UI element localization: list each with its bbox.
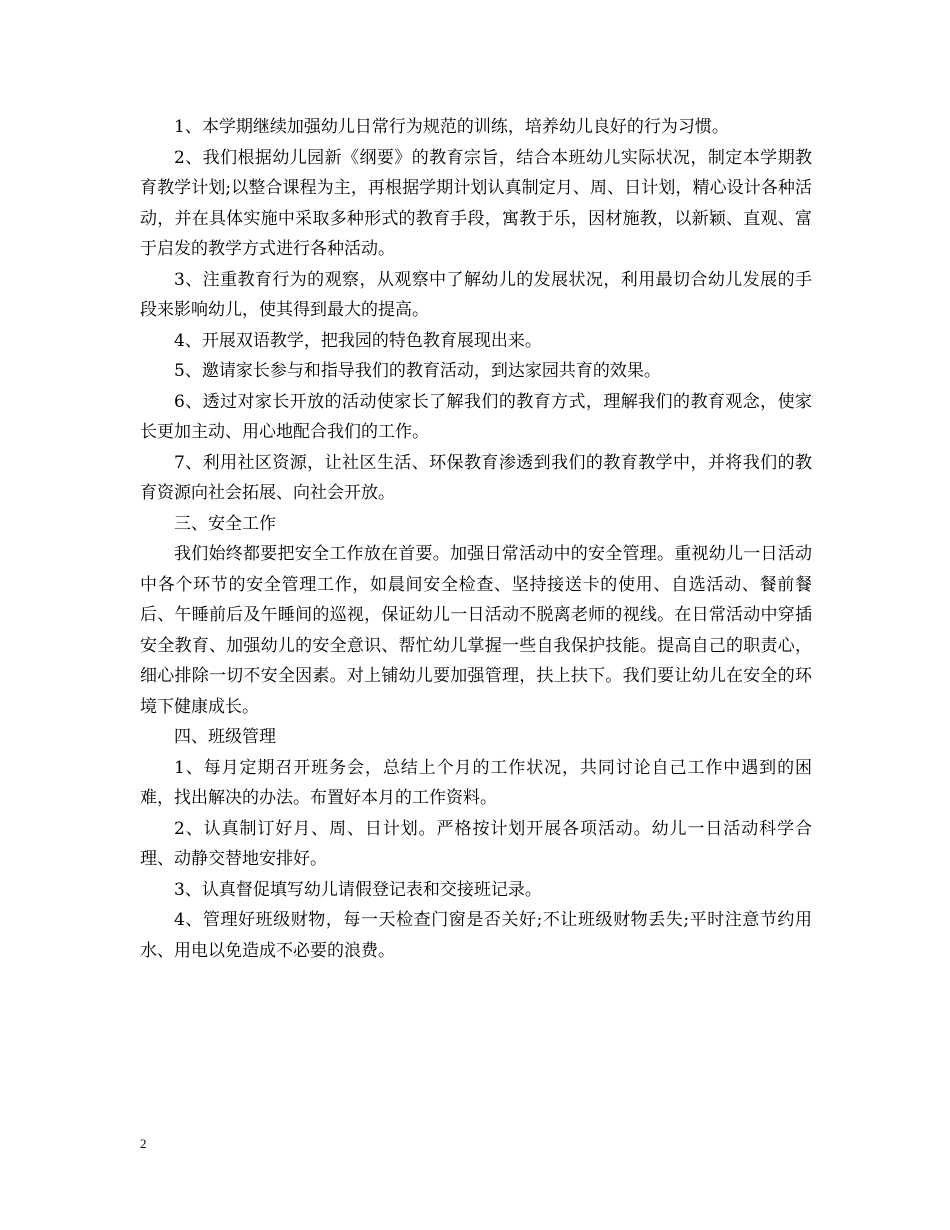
paragraph-management-2: 2、认真制订好月、周、日计划。严格按计划开展各项活动。幼儿一日活动科学合理、动静交替地安排好。 xyxy=(140,818,812,869)
paragraph-4: 4、开展双语教学，把我园的特色教育展现出来。 xyxy=(174,330,542,351)
section-heading-safety: 三、安全工作 xyxy=(174,513,276,534)
paragraph-5: 5、邀请家长参与和指导我们的教育活动，到达家园共育的效果。 xyxy=(174,361,661,381)
paragraph-safety: 我们始终都要把安全工作放在首要。加强日常活动中的安全管理。重视幼儿一日活动中各个环节的安全管理工作，如晨间安全检查、坚持接送卡的使用、自选活动、餐前餐后、午睡前后及午睡间的巡视，保证幼儿一日活动不脱离老师的视线。在日常活动中穿插安全教育、加强幼儿的安全意识、帮忙幼儿掌握一些自我保护技能。提高自己的职责心，细心排除一切不安全因素。对上铺幼儿要加强管理，扶上扶下。我们要让幼儿在安全的环境下健康成长。 xyxy=(140,544,812,717)
paragraph-management-1: 1、每月定期召开班务会，总结上个月的工作状况，共同讨论自己工作中遇到的困难，找出解决的办法。布置好本月的工作资料。 xyxy=(140,757,812,808)
paragraph-7: 7、利用社区资源，让社区生活、环保教育渗透到我们的教育教学中，并将我们的教育资源向社会拓展、向社会开放。 xyxy=(140,452,812,503)
section-heading-class-management: 四、班级管理 xyxy=(174,727,276,747)
paragraph-6: 6、透过对家长开放的活动使家长了解我们的教育方式，理解我们的教育观念，使家长更加主动、用心地配合我们的工作。 xyxy=(140,391,812,442)
paragraph-management-4: 4、管理好班级财物，每一天检查门窗是否关好;不让班级财物丢失;平时注意节约用水、用电以免造成不必要的浪费。 xyxy=(140,910,812,961)
page-number: 2 xyxy=(140,1136,147,1151)
paragraph-3: 3、注重教育行为的观察，从观察中了解幼儿的发展状况，利用最切合幼儿发展的手段来影响幼儿，使其得到最大的提高。 xyxy=(140,269,812,320)
paragraph-management-3: 3、认真督促填写幼儿请假登记表和交接班记录。 xyxy=(174,879,542,900)
paragraph-2: 2、我们根据幼儿园新《纲要》的教育宗旨，结合本班幼儿实际状况，制定本学期教育教学计划;以整合课程为主，再根据学期计划认真制定月、周、日计划，精心设计各种活动，并在具体实施中采取多种形式的教育手段，寓教于乐，因材施教，以新颖、直观、富于启发的教学方式进行各种活动。 xyxy=(140,147,812,259)
paragraph-1: 1、本学期继续加强幼儿日常行为规范的训练，培养幼儿良好的行为习惯。 xyxy=(174,117,729,137)
document-body xyxy=(140,112,812,966)
